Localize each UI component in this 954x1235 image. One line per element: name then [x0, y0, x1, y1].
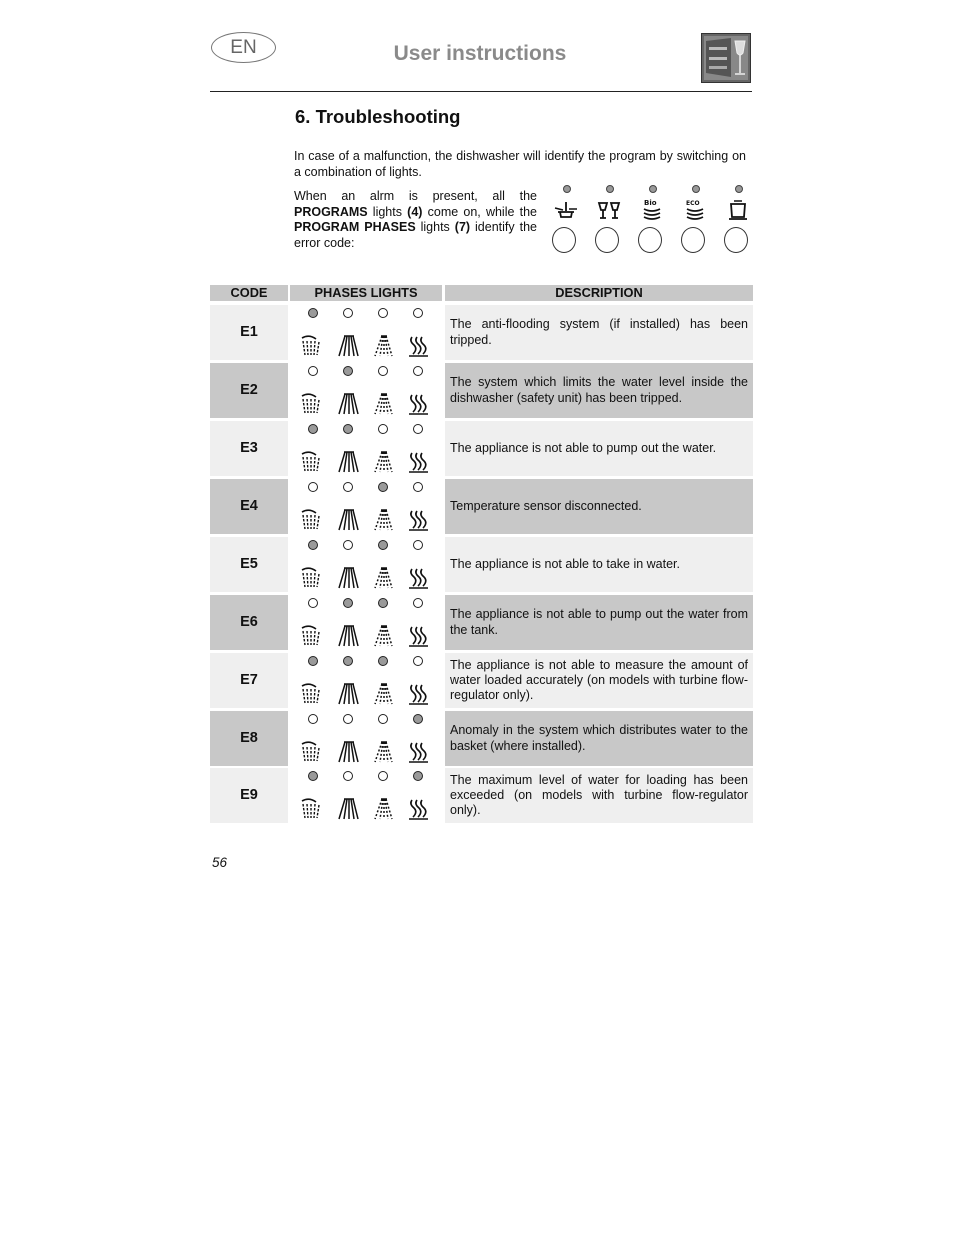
phase-light-on: [343, 366, 353, 376]
table-row: [210, 305, 753, 360]
phase-light-on: [308, 540, 318, 550]
prewash-icon: [300, 392, 324, 416]
error-description: The appliance is not able to measure the amount of water loaded accurately (on models with turbine flow-regulator only).: [450, 657, 748, 703]
error-code: E1: [210, 305, 288, 360]
wash-icon: [336, 450, 360, 474]
phase-light-on: [308, 771, 318, 781]
prewash-icon: [300, 508, 324, 532]
alarm-text-1: When an alrm is present, all the: [294, 189, 537, 203]
error-code: E4: [210, 479, 288, 534]
program-light-bio: [637, 183, 667, 255]
dry-icon: [406, 566, 430, 590]
phase-light-off: [308, 714, 318, 724]
table-row: [210, 653, 753, 708]
phase-light-on: [378, 482, 388, 492]
phase-light-on: [378, 598, 388, 608]
wash-icon: [336, 392, 360, 416]
error-description-cell: [445, 421, 753, 476]
error-description: Anomaly in the system which distributes water to the basket (where installed).: [450, 723, 748, 753]
prewash-icon: [300, 740, 324, 764]
header-description: DESCRIPTION: [445, 285, 753, 301]
error-code: E7: [210, 653, 288, 708]
page-header-title: User instructions: [393, 42, 567, 65]
dry-icon: [406, 624, 430, 648]
program-light-rinse: [723, 183, 753, 255]
phase-light-off: [343, 482, 353, 492]
phase-light-on: [308, 424, 318, 434]
dry-icon: [406, 450, 430, 474]
dry-icon: [406, 682, 430, 706]
phase-lights: [290, 363, 442, 418]
phase-light-off: [413, 424, 423, 434]
error-description: The anti-flooding system (if installed) has been tripped.: [450, 317, 748, 347]
error-description: The appliance is not able to take in water.: [450, 556, 681, 571]
intro-paragraph: In case of a malfunction, the dishwasher will identify the program by switching on a combination of lights.: [294, 149, 746, 179]
wash-icon: [336, 566, 360, 590]
phase-lights: [290, 305, 442, 360]
program-light-glasses: [594, 183, 624, 255]
error-code: E5: [210, 537, 288, 592]
language-badge: EN: [211, 32, 276, 63]
error-description-cell: [445, 711, 753, 766]
phase-light-off: [413, 656, 423, 666]
phase-lights: [290, 537, 442, 592]
phase-light-off: [413, 308, 423, 318]
prewash-icon: [300, 682, 324, 706]
program-light-eco: [680, 183, 710, 255]
phase-light-off: [343, 540, 353, 550]
phase-light-off: [413, 482, 423, 492]
table-row: [210, 711, 753, 766]
rinse-icon: [371, 682, 395, 706]
phase-light-on: [413, 771, 423, 781]
program-phases-term: PROGRAM PHASES: [294, 220, 416, 234]
dishwasher-photo-icon: [701, 33, 751, 83]
phase-light-on: [378, 656, 388, 666]
phase-light-off: [378, 714, 388, 724]
prewash-icon: [300, 624, 324, 648]
error-code: E2: [210, 363, 288, 418]
error-code: E6: [210, 595, 288, 650]
phase-light-off: [413, 540, 423, 550]
rinse-icon: [371, 508, 395, 532]
wash-icon: [336, 797, 360, 821]
phase-light-off: [308, 598, 318, 608]
phase-light-on: [308, 308, 318, 318]
rinse-cup-icon: [726, 198, 750, 222]
phase-lights: [290, 421, 442, 476]
dry-icon: [406, 797, 430, 821]
section-title: 6. Troubleshooting: [295, 106, 461, 127]
error-description: The maximum level of water for loading has been exceeded (on models with turbine flow-regulator only).: [450, 772, 748, 818]
prewash-icon: [300, 797, 324, 821]
table-row: [210, 537, 753, 592]
page-number: 56: [212, 855, 228, 870]
ref-4: (4): [407, 204, 423, 219]
dry-icon: [406, 392, 430, 416]
phase-light-off: [378, 366, 388, 376]
phase-light-on: [308, 656, 318, 666]
phase-light-off: [378, 424, 388, 434]
bio-label: Bio: [644, 199, 657, 207]
rinse-icon: [371, 392, 395, 416]
table-row: [210, 595, 753, 650]
ref-7: (7): [454, 220, 471, 234]
phase-light-off: [378, 308, 388, 318]
wash-icon: [336, 624, 360, 648]
phase-light-off: [378, 771, 388, 781]
program-light-pots: [551, 183, 581, 255]
wash-icon: [336, 334, 360, 358]
wash-icon: [336, 682, 360, 706]
phase-light-off: [413, 598, 423, 608]
prewash-icon: [300, 566, 324, 590]
program-button: [595, 227, 619, 253]
error-description-cell: [445, 768, 753, 823]
phase-light-on: [378, 540, 388, 550]
alarm-text-3: come on, while the: [422, 204, 537, 219]
program-button: [681, 227, 705, 253]
phase-light-off: [308, 482, 318, 492]
phase-light-off: [343, 714, 353, 724]
error-code: E8: [210, 711, 288, 766]
error-description-cell: [445, 537, 753, 592]
phase-lights: [290, 711, 442, 766]
pots-pan-icon: [554, 198, 578, 222]
programs-term: PROGRAMS: [294, 204, 368, 219]
rinse-icon: [371, 334, 395, 358]
bio-plates-icon: [640, 198, 664, 222]
rinse-icon: [371, 450, 395, 474]
error-description-cell: [445, 479, 753, 534]
header-divider: [210, 91, 752, 92]
phase-light-on: [343, 656, 353, 666]
error-description-cell: [445, 363, 753, 418]
phase-light-off: [413, 366, 423, 376]
dry-icon: [406, 740, 430, 764]
program-button: [638, 227, 662, 253]
rinse-icon: [371, 740, 395, 764]
program-led: [649, 185, 657, 193]
eco-label: ECO: [686, 200, 700, 207]
phase-light-off: [343, 308, 353, 318]
phase-lights: [290, 768, 442, 823]
program-led: [692, 185, 700, 193]
header-phases-lights: PHASES LIGHTS: [290, 285, 442, 301]
phase-lights: [290, 595, 442, 650]
error-description: The system which limits the water level inside the dishwasher (safety unit) has been tripped.: [450, 375, 748, 405]
alarm-text-5: identify the error code:: [294, 220, 537, 250]
program-led: [563, 185, 571, 193]
phase-light-off: [308, 366, 318, 376]
prewash-icon: [300, 334, 324, 358]
alarm-text-4: lights: [415, 220, 455, 234]
program-button: [552, 227, 576, 253]
error-description-cell: [445, 653, 753, 708]
error-description-cell: [445, 305, 753, 360]
glasses-icon: [597, 198, 621, 222]
wash-icon: [336, 740, 360, 764]
phase-light-on: [343, 598, 353, 608]
rinse-icon: [371, 797, 395, 821]
error-code: E9: [210, 768, 288, 823]
alarm-text-2: lights: [367, 204, 408, 219]
phase-light-on: [343, 424, 353, 434]
error-description: The appliance is not able to pump out the water from the tank.: [450, 607, 748, 637]
program-led: [606, 185, 614, 193]
rinse-icon: [371, 624, 395, 648]
program-led: [735, 185, 743, 193]
phase-light-on: [413, 714, 423, 724]
wash-icon: [336, 508, 360, 532]
table-row: [210, 363, 753, 418]
alarm-paragraph: [294, 189, 537, 251]
table-row: [210, 421, 753, 476]
phase-light-off: [343, 771, 353, 781]
prewash-icon: [300, 450, 324, 474]
phase-lights: [290, 653, 442, 708]
eco-plates-icon: [683, 198, 707, 222]
error-description: The appliance is not able to pump out the water.: [450, 440, 717, 455]
phase-lights: [290, 479, 442, 534]
error-description: Temperature sensor disconnected.: [450, 498, 642, 513]
table-row: [210, 768, 753, 823]
error-description-cell: [445, 595, 753, 650]
dry-icon: [406, 508, 430, 532]
rinse-icon: [371, 566, 395, 590]
dry-icon: [406, 334, 430, 358]
table-row: [210, 479, 753, 534]
error-code: E3: [210, 421, 288, 476]
program-button: [724, 227, 748, 253]
header-code: CODE: [210, 285, 288, 301]
